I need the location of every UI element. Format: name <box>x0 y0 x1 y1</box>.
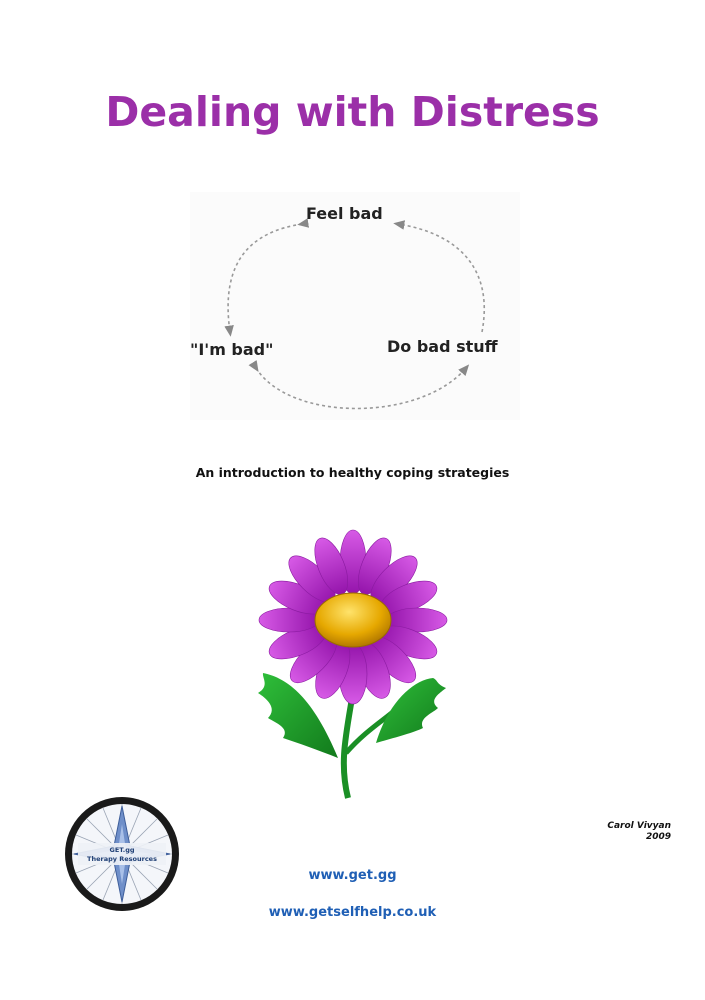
page-title: Dealing with Distress <box>105 88 600 136</box>
cycle-arrows <box>190 192 520 420</box>
flower-image <box>228 528 478 812</box>
distress-cycle-diagram <box>190 192 520 420</box>
author-year: 2009 <box>645 832 671 842</box>
arrow-feelbad-to-imbad <box>228 224 302 332</box>
website-link-get-gg[interactable]: www.get.gg <box>308 868 397 883</box>
compass-wheel-logo <box>62 794 182 918</box>
cycle-label-feel-bad: Feel bad <box>306 204 383 223</box>
logo-line2: Therapy Resources <box>87 855 157 863</box>
arrow-dobadstuff-to-feelbad <box>398 224 484 332</box>
author-name: Carol Vivyan <box>607 821 671 831</box>
cycle-label-do-bad-stuff: Do bad stuff <box>387 337 498 356</box>
author-credit <box>607 821 671 843</box>
logo-line1: GET.gg <box>109 846 135 854</box>
cycle-label-im-bad: "I'm bad" <box>190 340 274 359</box>
website-link-getselfhelp[interactable]: www.getselfhelp.co.uk <box>268 905 437 920</box>
page-subtitle: An introduction to healthy coping strategies <box>195 465 510 480</box>
arrow-imbad-to-dobadstuff <box>256 368 466 409</box>
